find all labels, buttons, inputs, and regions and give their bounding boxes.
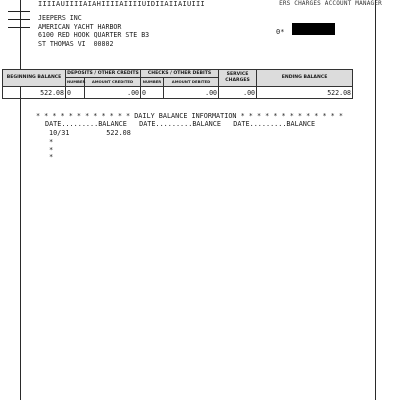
top-header-text: IIIIAUIIIIAIAHIIIIAIIIIUIDIIAIIAIUIII xyxy=(38,0,206,8)
beginning-balance-value: 522.08 xyxy=(3,87,66,99)
table-row xyxy=(3,87,353,99)
margin-rule xyxy=(8,11,30,12)
header-deposits-number: NUMBER xyxy=(66,78,85,87)
daily-balance-columns: DATE.........BALANCE DATE.........BALANCE DATE.........BALANCE xyxy=(45,120,316,129)
amount-credited-value: .00 xyxy=(85,87,141,99)
account-number-label: 0* xyxy=(276,28,285,36)
account-summary-table xyxy=(2,69,353,99)
address-line: ST THOMAS VI 00802 xyxy=(38,39,114,48)
header-amount-credited: AMOUNT CREDITED xyxy=(85,78,141,87)
address-line: AMERICAN YACHT HARBOR xyxy=(38,22,122,31)
deposits-number-value: 0 xyxy=(66,87,85,99)
marker: * xyxy=(49,145,54,154)
header-service-charges: SERVICE CHARGES xyxy=(219,70,257,87)
service-charges-value: .00 xyxy=(219,87,257,99)
redacted-account-number xyxy=(292,23,335,35)
address-line: 6100 RED HOOK QUARTER STE B3 xyxy=(38,31,150,40)
top-right-header-text: ERS CHARGES ACCOUNT MANAGER xyxy=(279,0,382,7)
margin-rule xyxy=(8,27,30,28)
header-amount-debited: AMOUNT DEBITED xyxy=(164,78,219,87)
continuation-markers xyxy=(49,139,53,162)
header-checks-number: NUMBER xyxy=(141,78,164,87)
daily-balance-entry: 10/31 522.08 xyxy=(49,128,131,137)
checks-number-value: 0 xyxy=(141,87,164,99)
statement-page xyxy=(20,0,376,400)
amount-debited-value: .00 xyxy=(164,87,219,99)
header-deposits-group: DEPOSITS / OTHER CREDITS xyxy=(67,70,139,76)
address-line: JEEPERS INC xyxy=(38,14,82,22)
marker: * xyxy=(49,138,54,146)
mailing-address xyxy=(38,14,149,48)
header-beginning-balance: BEGINNING BALANCE xyxy=(3,70,66,87)
marker: * xyxy=(49,153,54,161)
ending-balance-value: 522.08 xyxy=(257,87,353,99)
daily-balance-section xyxy=(36,112,343,137)
margin-rule xyxy=(8,19,30,20)
header-checks-group: CHECKS / OTHER DEBITS xyxy=(141,70,219,78)
header-ending-balance: ENDING BALANCE xyxy=(257,70,353,87)
daily-balance-title: * * * * * * * * * * * * DAILY BALANCE INFORMATION * * * * * * * * * * * * * xyxy=(36,112,343,120)
